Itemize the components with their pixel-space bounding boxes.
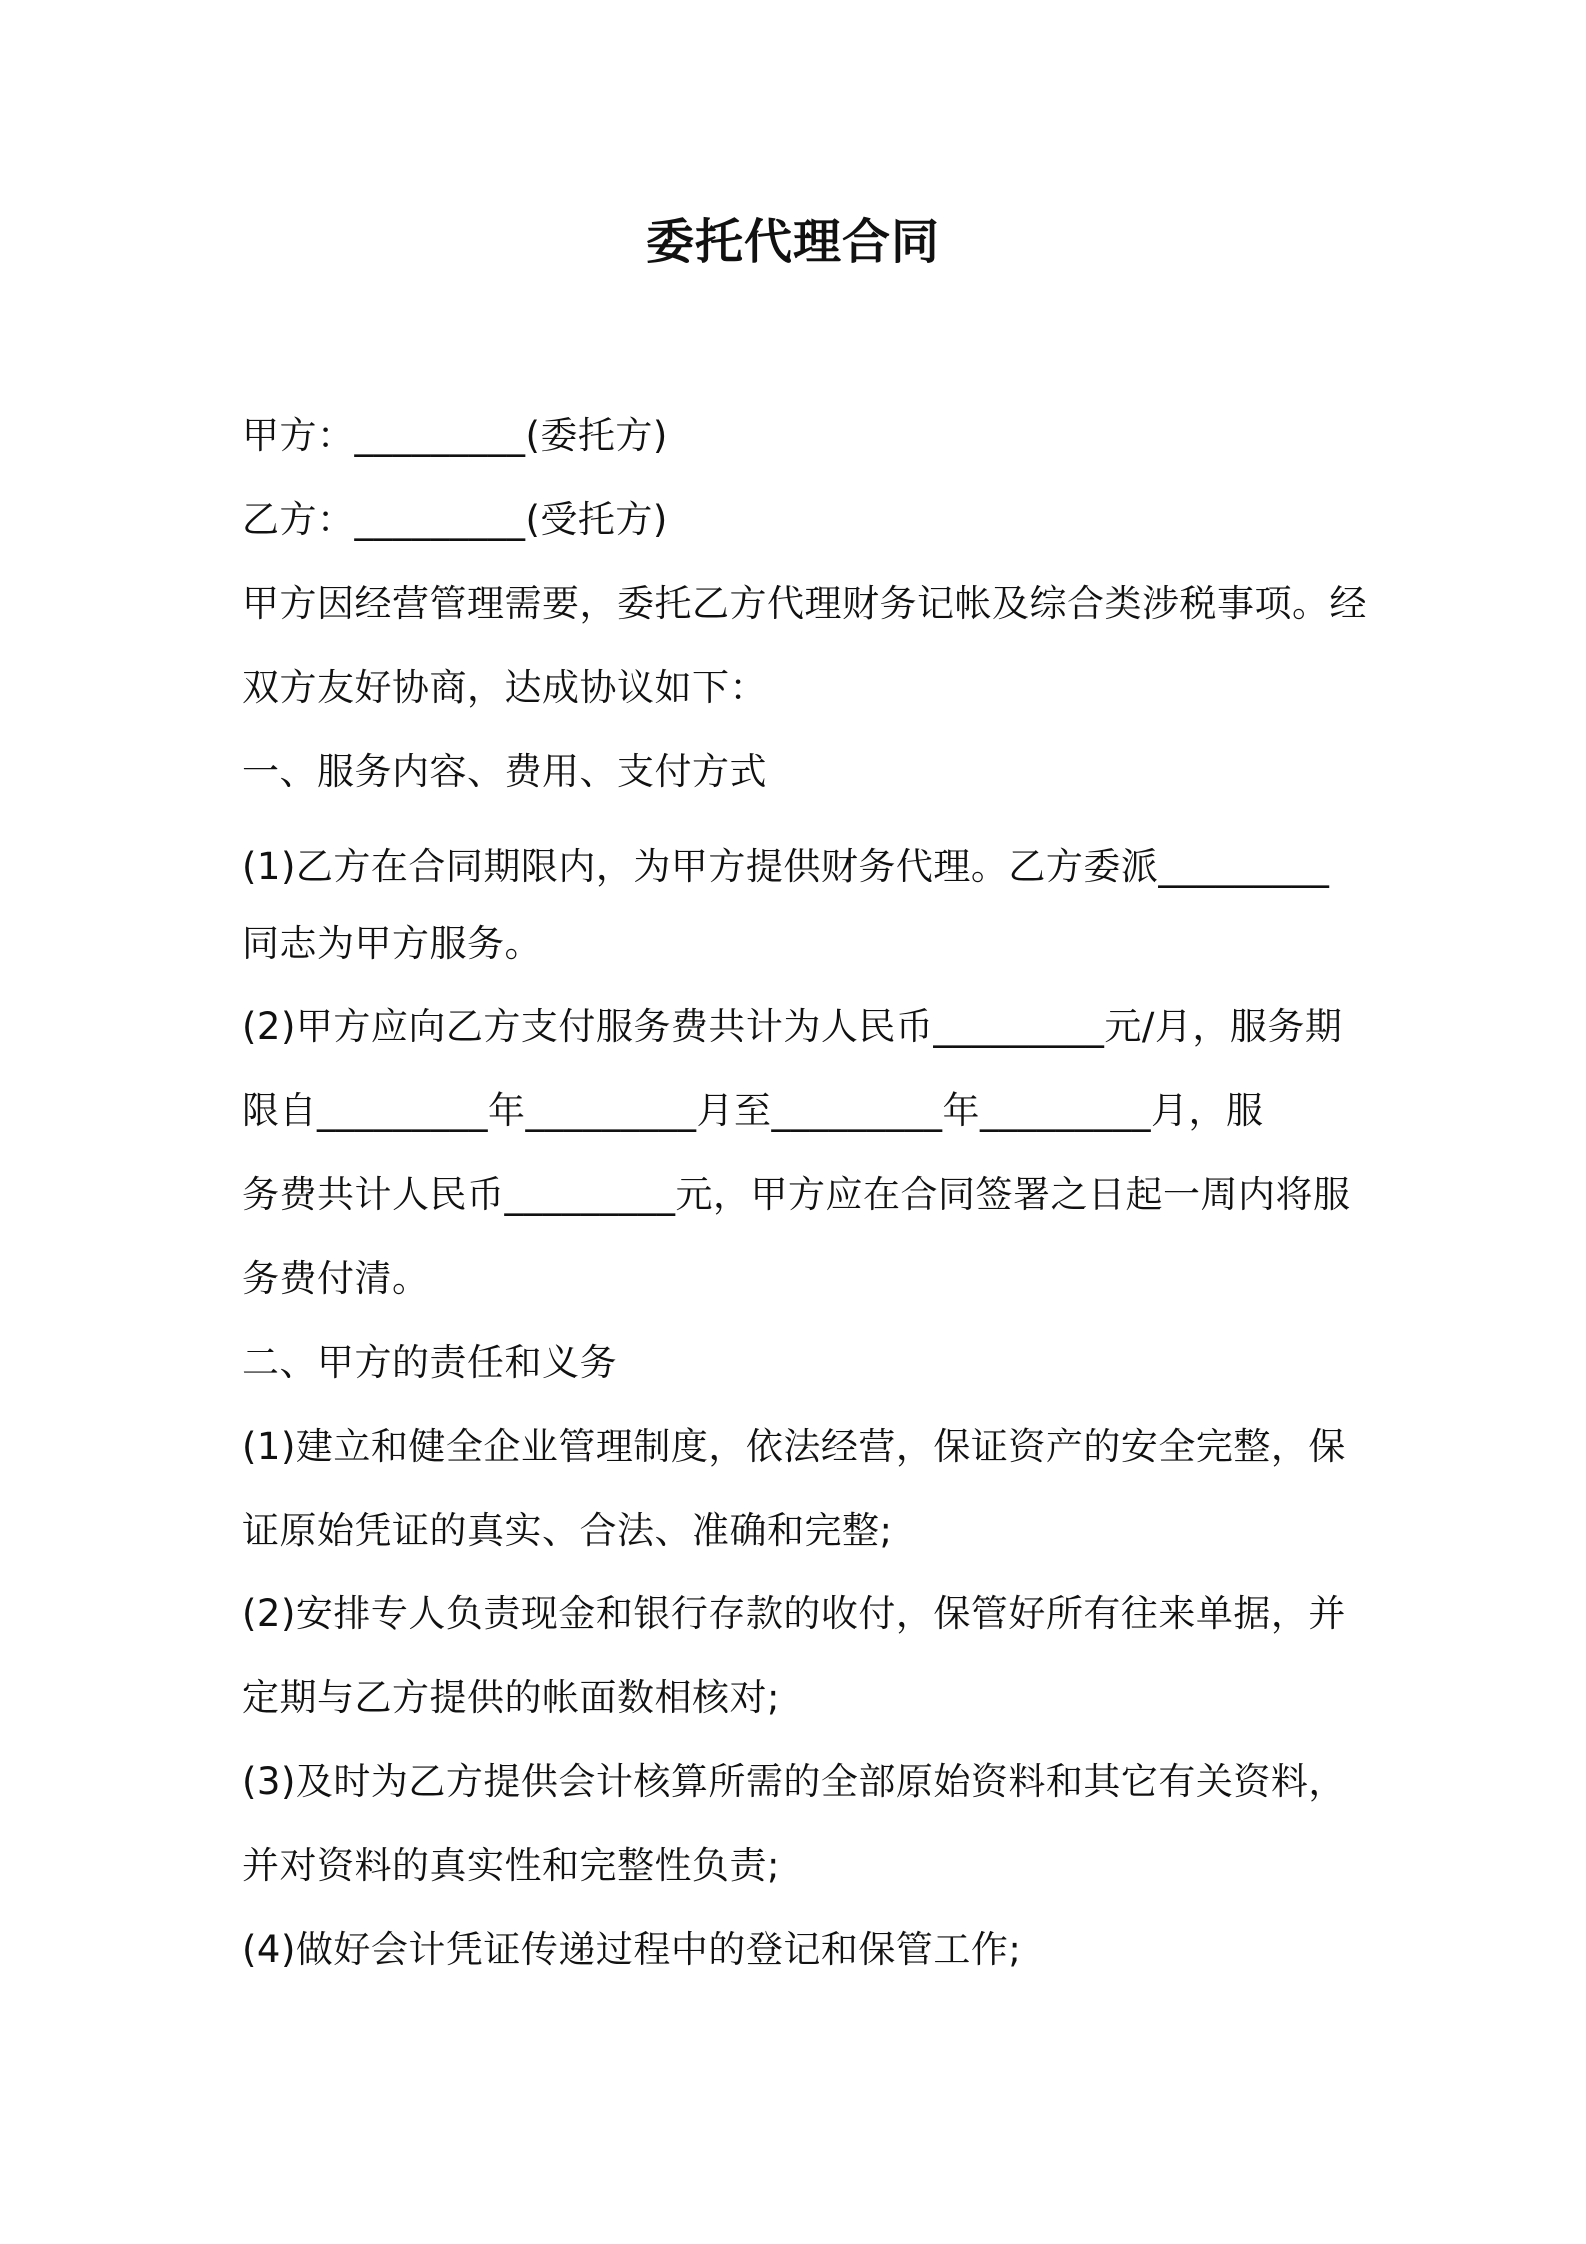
document-title: 委托代理合同 (645, 214, 940, 270)
preamble-line-2: 双方友好协商，达成协议如下： (242, 666, 767, 709)
clause-2-1-line-1: (1)建立和健全企业管理制度，依法经营，保证资产的安全完整，保 (242, 1425, 1346, 1468)
clause-1-1-line-2: 同志为甲方服务。 (242, 922, 542, 965)
party-a-line: 甲方：_________(委托方) (242, 414, 668, 457)
clause-1-2-line-1: (2)甲方应向乙方支付服务费共计为人民币_________元/月，服务期 (242, 1005, 1343, 1048)
section-2-heading: 二、甲方的责任和义务 (242, 1341, 617, 1384)
clause-1-2-line-4: 务费付清。 (242, 1257, 430, 1300)
clause-2-3-line-2: 并对资料的真实性和完整性负责; (242, 1844, 780, 1887)
clause-2-1-line-2: 证原始凭证的真实、合法、准确和完整; (242, 1509, 893, 1552)
preamble-line-1: 甲方因经营管理需要，委托乙方代理财务记帐及综合类涉税事项。经 (242, 582, 1367, 625)
clause-1-2-line-2: 限自_________年_________月至_________年_________月，服 (242, 1089, 1264, 1132)
clause-1-1-line-1: (1)乙方在合同期限内，为甲方提供财务代理。乙方委派_________ (242, 845, 1330, 888)
clause-2-3-line-1: (3)及时为乙方提供会计核算所需的全部原始资料和其它有关资料， (242, 1760, 1346, 1803)
clause-1-2-line-3: 务费共计人民币_________元，甲方应在合同签署之日起一周内将服 (242, 1173, 1351, 1216)
party-b-line: 乙方：_________(受托方) (242, 498, 668, 541)
clause-2-2-line-1: (2)安排专人负责现金和银行存款的收付，保管好所有往来单据，并 (242, 1592, 1346, 1635)
section-1-heading: 一、服务内容、费用、支付方式 (242, 750, 767, 793)
clause-2-2-line-2: 定期与乙方提供的帐面数相核对; (242, 1676, 780, 1719)
clause-2-4-line-1: (4)做好会计凭证传递过程中的登记和保管工作; (242, 1928, 1022, 1971)
